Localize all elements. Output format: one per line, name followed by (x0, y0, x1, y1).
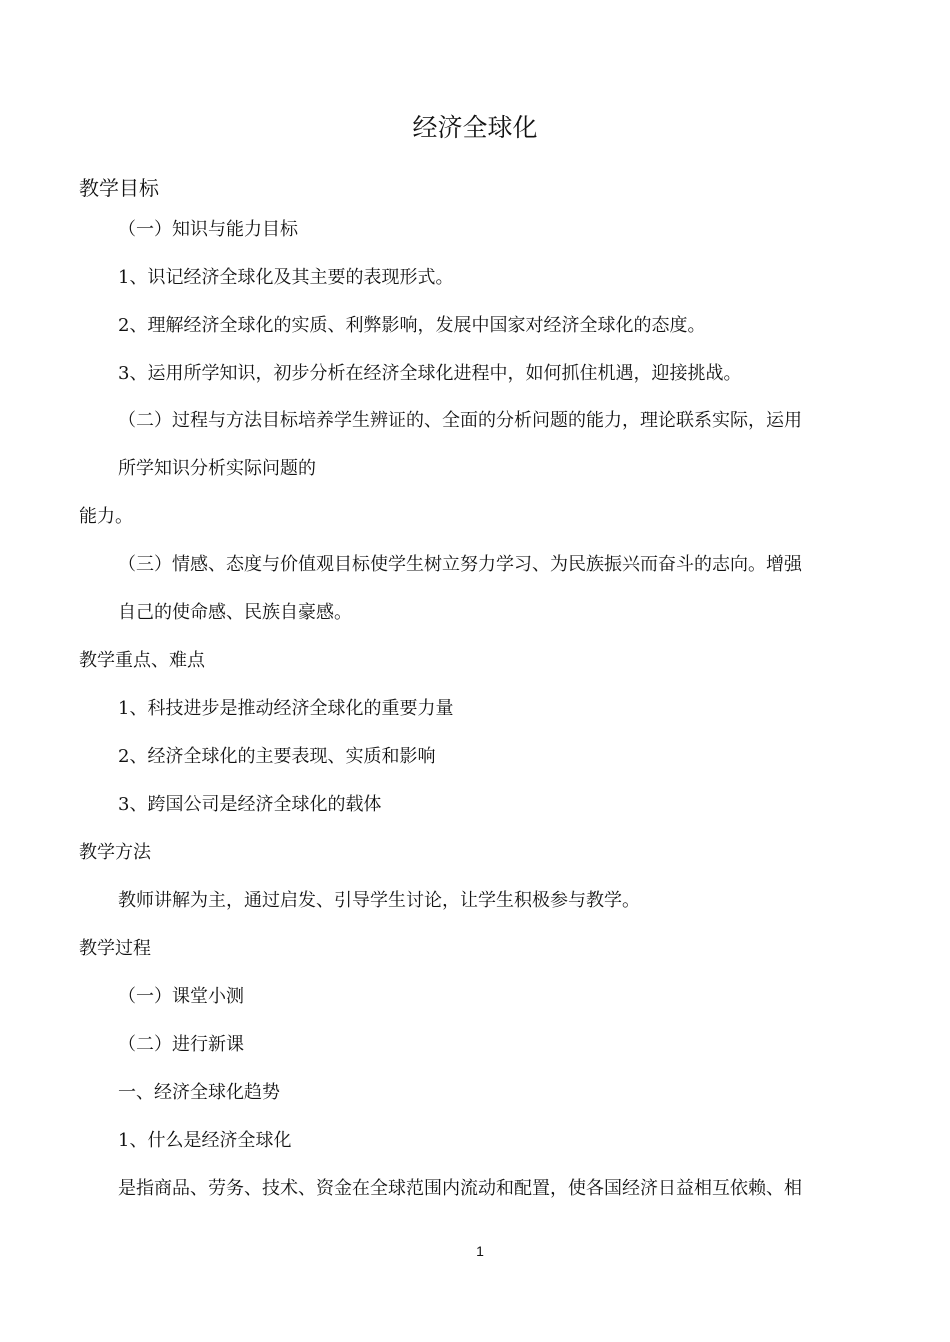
page-number: 1 (476, 1243, 484, 1259)
keypoint-1: 1、科技进步是推动经济全球化的重要力量 (118, 698, 454, 719)
process-goal-line-1: （二）过程与方法目标培养学生辨证的、全面的分析问题的能力，理论联系实际，运用 (118, 410, 802, 431)
procedure-2: （二）进行新课 (118, 1034, 244, 1055)
objective-2: 2、理解经济全球化的实质、利弊影响，发展中国家对经济全球化的态度。 (118, 315, 706, 336)
keypoint-3: 3、跨国公司是经济全球化的载体 (118, 794, 382, 815)
keypoint-2: 2、经济全球化的主要表现、实质和影响 (118, 746, 436, 767)
emotion-goal-line-2: 自己的使命感、民族自豪感。 (118, 602, 352, 623)
emotion-goal-line-1: （三）情感、态度与价值观目标使学生树立努力学习、为民族振兴而奋斗的志向。增强 (118, 554, 802, 575)
document-title: 经济全球化 (412, 113, 538, 142)
subheading-knowledge: （一）知识与能力目标 (118, 219, 298, 240)
heading-objectives: 教学目标 (79, 176, 159, 200)
procedure-1: （一）课堂小测 (118, 986, 244, 1007)
heading-methods: 教学方法 (79, 842, 151, 863)
objective-1: 1、识记经济全球化及其主要的表现形式。 (118, 267, 454, 288)
process-goal-line-2: 所学知识分析实际问题的 (118, 458, 316, 479)
definition-text: 是指商品、劳务、技术、资金在全球范围内流动和配置，使各国经济日益相互依赖、相 (118, 1178, 802, 1199)
what-is-heading: 1、什么是经济全球化 (118, 1130, 292, 1151)
heading-keypoints: 教学重点、难点 (79, 650, 205, 671)
methods-text: 教师讲解为主，通过启发、引导学生讨论，让学生积极参与教学。 (118, 890, 640, 911)
process-goal-line-3: 能力。 (79, 506, 133, 527)
heading-procedure: 教学过程 (79, 938, 151, 959)
trend-heading: 一、经济全球化趋势 (118, 1082, 280, 1103)
objective-3: 3、运用所学知识，初步分析在经济全球化进程中，如何抓住机遇，迎接挑战。 (118, 363, 742, 384)
